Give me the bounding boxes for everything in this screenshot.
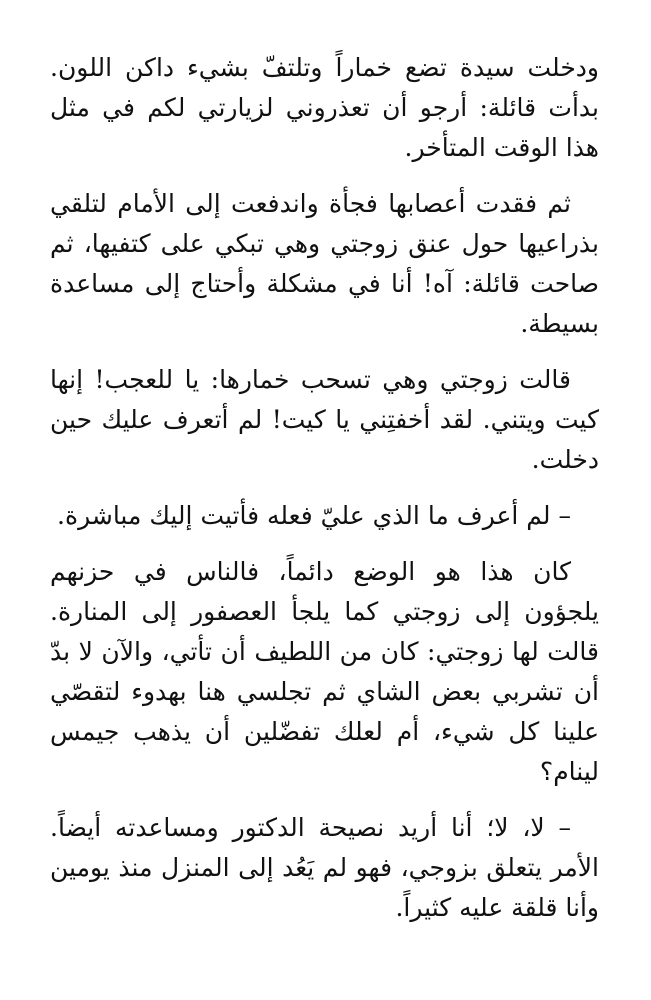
paragraph-6: – لا، لا؛ أنا أريد نصيحة الدكتور ومساعدته أيضاً. الأمر يتعلق بزوجي، فهو لم يَعُد إلى المنزل منذ يومين وأنا قلقة عليه كثيراً. — [50, 813, 599, 922]
paragraph-4: – لم أعرف ما الذي عليّ فعله فأتيت إليك مباشرة. — [57, 501, 571, 530]
paragraph-1: ودخلت سيدة تضع خماراً وتلتفّ بشيء داكن اللون. بدأت قائلة: أرجو أن تعذروني لزيارتي لكم في مثل هذا الوقت المتأخر. — [50, 53, 599, 162]
paragraph-5: كان هذا هو الوضع دائماً، فالناس في حزنهم يلجؤون إلى زوجتي كما يلجأ العصفور إلى المنارة. قالت لها زوجتي: كان من اللطيف أن تأتي، والآن لا بدّ أن تشربي بعض الشاي ثم تجلسي هنا بهدوء لتقصّي علينا كل شيء، أم لعلك تفضّلين أن يذهب جيمس لينام؟ — [50, 557, 599, 786]
book-page — [50, 48, 599, 990]
paragraph-2: ثم فقدت أعصابها فجأة واندفعت إلى الأمام لتلقي بذراعيها حول عنق زوجتي وهي تبكي على كتفيها، ثم صاحت قائلة: آه! أنا في مشكلة وأحتاج إلى مساعدة بسيطة. — [50, 189, 599, 338]
paragraph-3: قالت زوجتي وهي تسحب خمارها: يا للعجب! إنها كيت ويتني. لقد أخفتِني يا كيت! لم أتعرف عليك حين دخلت. — [50, 365, 600, 474]
